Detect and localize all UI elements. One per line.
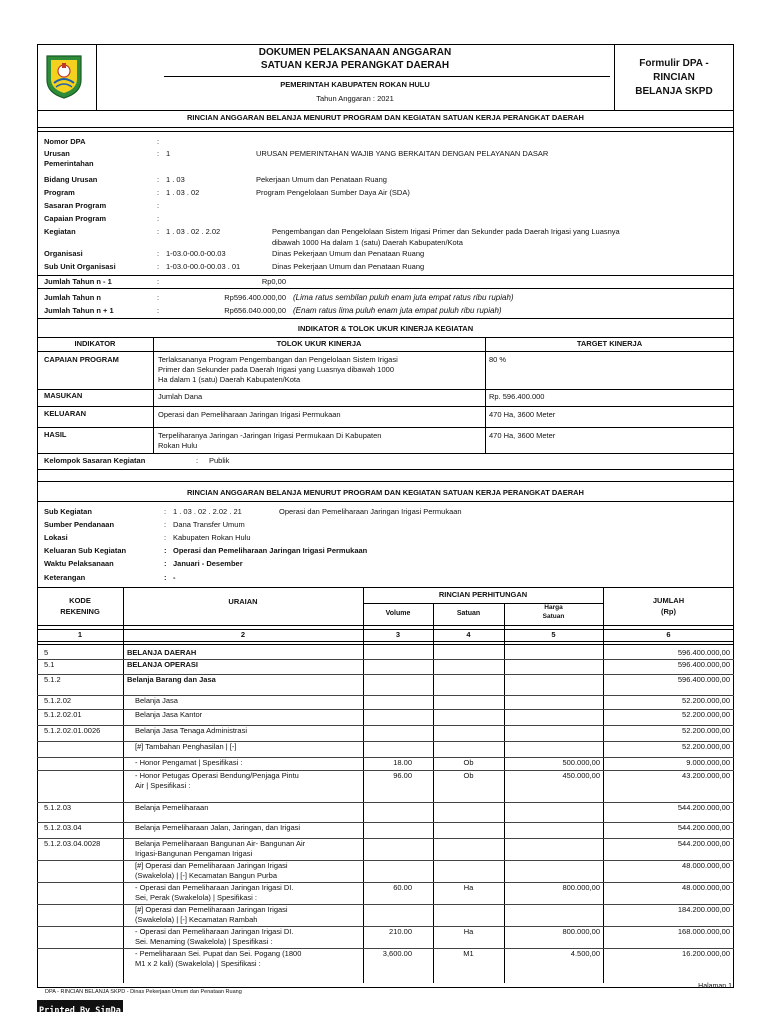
rule bbox=[37, 453, 734, 454]
kelompok-colon: : bbox=[196, 456, 199, 465]
rule bbox=[37, 127, 734, 128]
cell-uraian: Belanja Jasa Kantor bbox=[135, 710, 203, 719]
cell-uraian: [#] Operasi dan Pemeliharaan Jaringan Irigasi bbox=[135, 861, 288, 870]
info-text: dibawah 1000 Ha dalam 1 (satu) Daerah Kabupaten/Kota bbox=[272, 238, 463, 247]
formulir-line-1: Formulir DPA - bbox=[639, 58, 709, 69]
cell-harga: 500.000,00 bbox=[562, 758, 600, 767]
sub-label: Sub Kegiatan bbox=[44, 507, 92, 516]
info-colon: : bbox=[157, 149, 160, 158]
info-label: Nomor DPA bbox=[44, 137, 86, 146]
cell-kode: 5 bbox=[44, 648, 49, 657]
col-line bbox=[123, 587, 124, 983]
indikator-target: Rp. 596.400.000 bbox=[489, 392, 545, 401]
indikator-name: HASIL bbox=[44, 430, 67, 439]
rule bbox=[37, 318, 734, 319]
cell-jumlah: 168.000.000,00 bbox=[677, 927, 730, 936]
jumlah-value: Rp656.040.000,00 bbox=[224, 306, 286, 315]
sub-text: Dana Transfer Umum bbox=[173, 520, 245, 529]
info-label: Kegiatan bbox=[44, 227, 76, 236]
indikator-tolok: Rokan Hulu bbox=[158, 441, 198, 450]
info-text: Pengembangan dan Pengelolaan Sistem Irigasi Primer dan Sekunder pada Daerah Irigasi yang Luasnya bbox=[272, 227, 620, 236]
indikator-title: INDIKATOR & TOLOK UKUR KINERJA KEGIATAN bbox=[297, 324, 474, 333]
printed-by-text: Printed By SimDa bbox=[39, 1006, 121, 1016]
cell-uraian: Belanja Jasa bbox=[135, 696, 178, 705]
cell-uraian: Sei, Perak (Swakelola) | Spesifikasi : bbox=[135, 893, 257, 902]
th-jumlah: (Rp) bbox=[661, 607, 676, 616]
pemerintah-label: PEMERINTAH KABUPATEN ROKAN HULU bbox=[280, 80, 430, 89]
cell-jumlah: 43.200.000,00 bbox=[682, 771, 730, 780]
cell-jumlah: 544.200.000,00 bbox=[677, 803, 730, 812]
cell-harga: 800.000,00 bbox=[562, 883, 600, 892]
indikator-header: TOLOK UKUR KINERJA bbox=[276, 339, 362, 348]
footer-left: DPA - RINCIAN BELANJA SKPD - Dinas Pekerjaan Umum dan Penataan Ruang bbox=[45, 989, 242, 995]
sub-text: Operasi dan Pemeliharaan Jaringan Irigasi Permukaan bbox=[173, 546, 368, 555]
col-num: 5 bbox=[551, 630, 556, 639]
cell-satuan: Ob bbox=[463, 758, 474, 767]
col-num: 4 bbox=[466, 630, 471, 639]
logo-emblem-icon bbox=[44, 53, 84, 99]
cell-uraian: (Swakelola) | [-] Kecamatan Rambah bbox=[135, 915, 258, 924]
col-num: 2 bbox=[240, 630, 246, 639]
rule bbox=[37, 131, 734, 132]
info-code: 1-03.0-00.0-00.03 . 01 bbox=[166, 262, 241, 271]
cell-kode: 5.1 bbox=[44, 660, 55, 669]
cell-jumlah: 596.400.000,00 bbox=[677, 648, 730, 657]
info-colon: : bbox=[157, 262, 160, 271]
jumlah-label: Jumlah Tahun n bbox=[44, 293, 101, 302]
cell-volume: 60.00 bbox=[393, 883, 412, 892]
info-label: Organisasi bbox=[44, 249, 83, 258]
doc-title-1: DOKUMEN PELAKSANAAN ANGGARAN bbox=[258, 47, 452, 58]
jumlah-label: Jumlah Tahun n - 1 bbox=[44, 277, 112, 286]
doc-title-2: SATUAN KERJA PERANGKAT DAERAH bbox=[260, 60, 450, 71]
th-harga: Satuan bbox=[542, 613, 565, 620]
cell-jumlah: 544.200.000,00 bbox=[677, 823, 730, 832]
sub-code: 1 . 03 . 02 . 2.02 . 21 bbox=[173, 507, 242, 516]
info-label: Sasaran Program bbox=[44, 201, 107, 210]
cell-uraian: Belanja Jasa Tenaga Administrasi bbox=[135, 726, 248, 735]
info-colon: : bbox=[157, 201, 160, 210]
cell-uraian: Air | Spesifikasi : bbox=[135, 781, 191, 790]
info-colon: : bbox=[157, 249, 160, 258]
cell-jumlah: 52.200.000,00 bbox=[682, 696, 730, 705]
sub-label: Keluaran Sub Kegiatan bbox=[44, 546, 127, 555]
col-line bbox=[363, 587, 364, 983]
indikator-name: CAPAIAN PROGRAM bbox=[44, 355, 119, 364]
cell-uraian: Belanja Pemeliharaan Jalan, Jaringan, dan Irigasi bbox=[135, 823, 301, 832]
jumlah-words: (Enam ratus lima puluh enam juta empat puluh ribu rupiah) bbox=[293, 306, 502, 315]
cell-kode: 5.1.2 bbox=[44, 675, 61, 684]
cell-jumlah: 16.200.000,00 bbox=[682, 949, 730, 958]
th-kode: REKENING bbox=[60, 607, 100, 616]
rule bbox=[37, 427, 734, 428]
cell-uraian: Irigasi-Bangunan Pengaman Irigasi bbox=[135, 849, 253, 858]
cell-uraian: Sei. Menaming (Swakelola) | Spesifikasi : bbox=[135, 937, 273, 946]
col-num: 3 bbox=[395, 630, 401, 639]
cell-satuan: Ob bbox=[463, 771, 474, 780]
jumlah-value: Rp596.400.000,00 bbox=[224, 293, 286, 302]
formulir-line-3: BELANJA SKPD bbox=[635, 86, 713, 97]
info-code: 1 . 03 . 02 bbox=[166, 188, 200, 197]
kelompok-value: Publik bbox=[209, 456, 230, 465]
cell-kode: 5.1.2.02 bbox=[44, 696, 72, 705]
cell-kode: 5.1.2.03.04.0028 bbox=[44, 839, 101, 848]
rule bbox=[37, 275, 734, 276]
col-num: 1 bbox=[77, 630, 83, 639]
info-colon: : bbox=[157, 188, 160, 197]
rule bbox=[37, 469, 734, 470]
cell-uraian: M1 x 2 kali) (Swakelola) | Spesifikasi : bbox=[135, 959, 261, 968]
indikator-name: KELUARAN bbox=[44, 409, 87, 418]
cell-harga: 800.000,00 bbox=[562, 927, 600, 936]
col-line bbox=[153, 337, 154, 453]
th-kode: KODE bbox=[69, 596, 91, 605]
cell-uraian: Belanja Pemeliharaan Bangunan Air- Bangunan Air bbox=[135, 839, 306, 848]
rule bbox=[37, 110, 734, 111]
rule bbox=[37, 337, 734, 338]
rule bbox=[37, 625, 734, 626]
info-text: Dinas Pekerjaan Umum dan Penataan Ruang bbox=[272, 262, 425, 271]
rule bbox=[37, 644, 734, 645]
sub-text: - bbox=[173, 573, 176, 582]
indikator-tolok: Ha dalam 1 (satu) Daerah Kabupaten/Kota bbox=[158, 375, 301, 384]
cell-jumlah: 596.400.000,00 bbox=[677, 675, 730, 684]
rule bbox=[37, 351, 734, 352]
cell-volume: 18.00 bbox=[393, 758, 412, 767]
info-label: Sub Unit Organisasi bbox=[44, 262, 116, 271]
cell-volume: 96.00 bbox=[393, 771, 412, 780]
cell-kode: 5.1.2.02.01 bbox=[44, 710, 82, 719]
indikator-target: 470 Ha, 3600 Meter bbox=[489, 431, 556, 440]
col-line bbox=[485, 337, 486, 453]
sub-label: Sumber Pendanaan bbox=[44, 520, 115, 529]
sub-text: Januari - Desember bbox=[173, 559, 243, 568]
cell-harga: 450.000,00 bbox=[562, 771, 600, 780]
indikator-target: 80 % bbox=[489, 355, 507, 364]
cell-kode: 5.1.2.03.04 bbox=[44, 823, 82, 832]
rule bbox=[37, 501, 734, 502]
section1-title: RINCIAN ANGGARAN BELANJA MENURUT PROGRAM DAN KEGIATAN SATUAN KERJA PERANGKAT DAERAH bbox=[187, 113, 584, 122]
cell-uraian: - Honor Pengamat | Spesifikasi : bbox=[135, 758, 243, 767]
th-uraian: URAIAN bbox=[228, 597, 258, 606]
info-code: 1 . 03 bbox=[166, 175, 185, 184]
cell-uraian: - Pemeliharaan Sei. Pupat dan Sei. Pogang (1800 bbox=[135, 949, 302, 958]
kelompok-label: Kelompok Sasaran Kegiatan bbox=[44, 456, 146, 465]
info-code: 1-03.0-00.0-00.03 bbox=[166, 249, 226, 258]
cell-uraian: [#] Operasi dan Pemeliharaan Jaringan Irigasi bbox=[135, 905, 288, 914]
info-text: Dinas Pekerjaan Umum dan Penataan Ruang bbox=[272, 249, 425, 258]
indikator-tolok: Jumlah Dana bbox=[158, 392, 203, 401]
jumlah-colon: : bbox=[157, 277, 160, 286]
sub-text: Operasi dan Pemeliharaan Jaringan Irigasi Permukaan bbox=[279, 507, 462, 516]
cell-harga: 4.500,00 bbox=[570, 949, 600, 958]
info-label: Pemerintahan bbox=[44, 159, 94, 168]
cell-kode: 5.1.2.02.01.0026 bbox=[44, 726, 101, 735]
rule bbox=[37, 406, 734, 407]
sub-label: Lokasi bbox=[44, 533, 68, 542]
indikator-tolok: Primer dan Sekunder pada Daerah Irigasi yang Luasnya dibawah 1000 bbox=[158, 365, 394, 374]
jumlah-label: Jumlah Tahun n + 1 bbox=[44, 306, 114, 315]
rule bbox=[37, 629, 734, 630]
tahun-anggaran: Tahun Anggaran : 2021 bbox=[316, 94, 394, 103]
col-line bbox=[603, 587, 604, 983]
cell-satuan: M1 bbox=[463, 949, 474, 958]
indikator-header: TARGET KINERJA bbox=[576, 339, 643, 348]
cell-uraian: (Swakelola) | [-] Kecamatan Bangun Purba bbox=[135, 871, 278, 880]
col-num: 6 bbox=[666, 630, 671, 639]
info-code: 1 bbox=[166, 149, 171, 158]
th-satuan: Satuan bbox=[456, 610, 481, 617]
cell-jumlah: 52.200.000,00 bbox=[682, 726, 730, 735]
cell-jumlah: 52.200.000,00 bbox=[682, 742, 730, 751]
info-text: Pekerjaan Umum dan Penataan Ruang bbox=[256, 175, 387, 184]
rule bbox=[37, 587, 734, 588]
sub-colon: : bbox=[164, 520, 167, 529]
info-code: 1 . 03 . 02 . 2.02 bbox=[166, 227, 221, 236]
cell-jumlah: 544.200.000,00 bbox=[677, 839, 730, 848]
sub-label: Keterangan bbox=[44, 573, 86, 582]
info-colon: : bbox=[157, 137, 160, 146]
info-label: Urusan bbox=[44, 149, 70, 158]
cell-kode: 5.1.2.03 bbox=[44, 803, 72, 812]
info-label: Capaian Program bbox=[44, 214, 107, 223]
rule bbox=[37, 481, 734, 482]
th-volume: Volume bbox=[385, 610, 411, 617]
indikator-tolok: Terpeliharanya Jaringan -Jaringan Irigasi Permukaan Di Kabupaten bbox=[158, 431, 382, 440]
th-rincian: RINCIAN PERHITUNGAN bbox=[438, 590, 528, 599]
cell-uraian: Belanja Barang dan Jasa bbox=[127, 675, 216, 684]
cell-jumlah: 9.000.000,00 bbox=[686, 758, 730, 767]
cell-volume: 210.00 bbox=[389, 927, 412, 936]
sub-colon: : bbox=[164, 546, 167, 555]
indikator-name: MASUKAN bbox=[44, 391, 83, 400]
cell-uraian: BELANJA DAERAH bbox=[127, 648, 197, 657]
info-text: Program Pengelolaan Sumber Daya Air (SDA) bbox=[256, 188, 410, 197]
th-harga: Harga bbox=[544, 604, 563, 611]
sub-label: Waktu Pelaksanaan bbox=[44, 559, 114, 568]
info-colon: : bbox=[157, 214, 160, 223]
indikator-tolok: Operasi dan Pemeliharaan Jaringan Irigasi Permukaan bbox=[158, 410, 341, 419]
title-underline bbox=[164, 76, 610, 77]
jumlah-colon: : bbox=[157, 293, 160, 302]
cell-jumlah: 596.400.000,00 bbox=[677, 660, 730, 669]
jumlah-value: Rp0,00 bbox=[261, 277, 286, 286]
cell-volume: 3,600.00 bbox=[382, 949, 412, 958]
sub-colon: : bbox=[164, 573, 167, 582]
section2-title: RINCIAN ANGGARAN BELANJA MENURUT PROGRAM DAN KEGIATAN SATUAN KERJA PERANGKAT DAERAH bbox=[187, 488, 584, 497]
sub-colon: : bbox=[164, 559, 167, 568]
jumlah-colon: : bbox=[157, 306, 160, 315]
indikator-target: 470 Ha, 3600 Meter bbox=[489, 410, 556, 419]
cell-satuan: Ha bbox=[463, 883, 474, 892]
info-label: Bidang Urusan bbox=[44, 175, 98, 184]
rule bbox=[37, 389, 734, 390]
info-colon: : bbox=[157, 227, 160, 236]
cell-jumlah: 184.200.000,00 bbox=[677, 905, 730, 914]
regency-logo bbox=[44, 53, 84, 99]
footer-page: Halaman 1 bbox=[698, 983, 732, 990]
info-label: Program bbox=[44, 188, 75, 197]
info-colon: : bbox=[157, 175, 160, 184]
sub-colon: : bbox=[164, 533, 167, 542]
cell-uraian: Belanja Pemeliharaan bbox=[135, 803, 209, 812]
cell-uraian: BELANJA OPERASI bbox=[127, 660, 198, 669]
printed-by-stamp bbox=[37, 1000, 123, 1016]
sub-text: Kabupaten Rokan Hulu bbox=[173, 533, 251, 542]
indikator-header: INDIKATOR bbox=[74, 339, 116, 348]
sub-colon: : bbox=[164, 507, 167, 516]
rule bbox=[37, 641, 734, 642]
cell-jumlah: 48.000.000,00 bbox=[682, 861, 730, 870]
cell-uraian: [#] Tambahan Penghasilan | [-] bbox=[135, 742, 237, 751]
th-jumlah: JUMLAH bbox=[652, 596, 685, 605]
cell-uraian: - Operasi dan Pemeliharaan Jaringan Irigasi DI. bbox=[135, 927, 294, 936]
cell-uraian: - Honor Petugas Operasi Bendung/Penjaga Pintu bbox=[135, 771, 299, 780]
cell-jumlah: 48.000.000,00 bbox=[682, 883, 730, 892]
rule bbox=[37, 288, 734, 289]
indikator-tolok: Terlaksananya Program Pengembangan dan Pengelolaan Sistem Irigasi bbox=[158, 355, 398, 364]
cell-jumlah: 52.200.000,00 bbox=[682, 710, 730, 719]
cell-uraian: - Operasi dan Pemeliharaan Jaringan Irigasi DI. bbox=[135, 883, 294, 892]
formulir-line-2: RINCIAN bbox=[653, 72, 695, 83]
cell-satuan: Ha bbox=[463, 927, 474, 936]
info-text: URUSAN PEMERINTAHAN WAJIB YANG BERKAITAN DENGAN PELAYANAN DASAR bbox=[256, 149, 549, 158]
jumlah-words: (Lima ratus sembilan puluh enam juta empat ratus ribu rupiah) bbox=[293, 293, 514, 302]
